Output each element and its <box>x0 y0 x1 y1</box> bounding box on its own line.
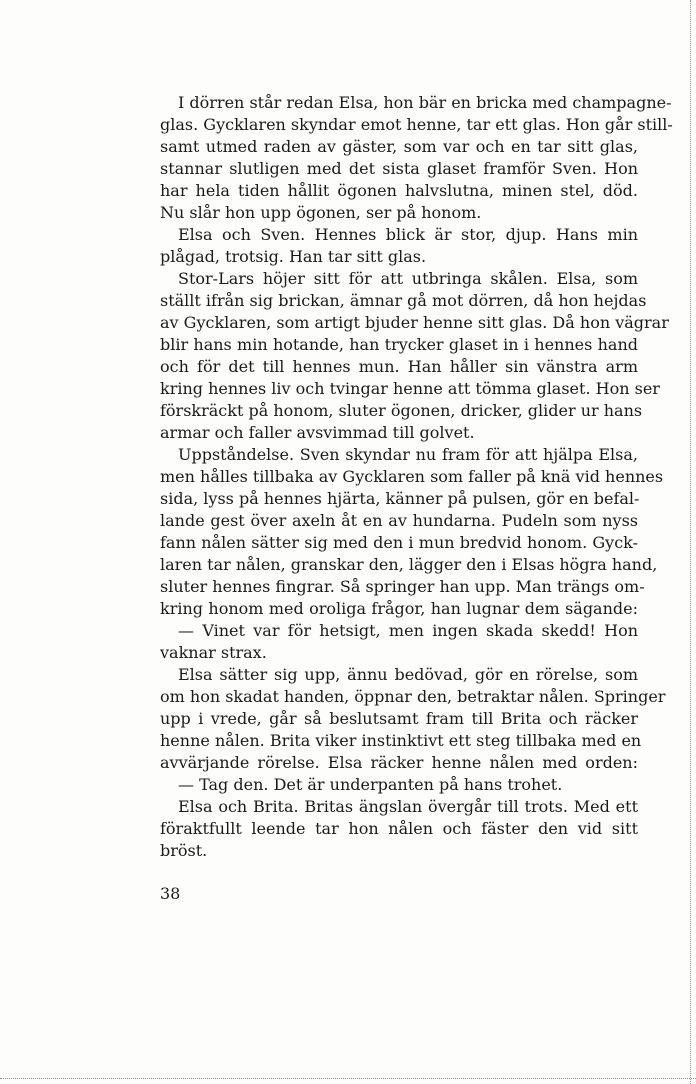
text-line: sida, lyss på hennes hjärta, känner på pulsen, gör en befal- <box>160 489 640 508</box>
paragraph <box>160 224 638 268</box>
scan-edge-right <box>690 0 691 1084</box>
paragraph <box>160 268 669 444</box>
text-line: laren tar nålen, granskar den, lägger den i Elsas högra hand, <box>160 555 658 574</box>
page-number: 38 <box>160 884 181 903</box>
text-line: av Gycklaren, som artigt bjuder henne sitt glas. Då hon vägrar <box>160 313 669 332</box>
page-text <box>160 92 673 862</box>
dialogue-paragraph <box>160 774 638 796</box>
text-line: upp i vrede, går så beslutsamt fram till Brita och räcker <box>160 709 638 728</box>
text-line: om hon skadat handen, öppnar den, betraktar nålen. Springer <box>160 687 666 706</box>
paragraph <box>160 796 638 862</box>
text-line: fann nålen sätter sig med den i mun bredvid honom. Gyck- <box>160 533 638 552</box>
text-line: — Tag den. Det är underpanten på hans trohet. <box>178 775 563 794</box>
text-line: Elsa sätter sig upp, ännu bedövad, gör en rörelse, som <box>178 665 638 684</box>
text-line: — Vinet var för hetsigt, men ingen skada skedd! Hon <box>178 621 638 640</box>
text-line: Stor-Lars höjer sitt för att utbringa skålen. Elsa, som <box>178 269 638 288</box>
paragraph <box>160 92 673 224</box>
text-line: förskräckt på honom, sluter ögonen, dricker, glider ur hans <box>160 401 643 420</box>
text-line: plågad, trotsig. Han tar sitt glas. <box>160 247 427 266</box>
text-line: har hela tiden hållit ögonen halvslutna, minen stel, död. <box>160 181 638 200</box>
text-line: blir hans min hotande, han trycker glaset in i hennes hand <box>160 335 638 354</box>
text-line: bröst. <box>160 841 208 860</box>
text-line: sluter hennes fingrar. Så springer han upp. Man trängs om- <box>160 577 645 596</box>
text-line: men hålles tillbaka av Gycklaren som faller på knä vid hennes <box>160 467 664 486</box>
text-line: henne nålen. Brita viker instinktivt ett steg tillbaka med en <box>160 731 642 750</box>
text-line: Nu slår hon upp ögonen, ser på honom. <box>160 203 482 222</box>
text-line: föraktfullt leende tar hon nålen och fäster den vid sitt <box>160 819 638 838</box>
text-line: stannar slutligen med det sista glaset framför Sven. Hon <box>160 159 638 178</box>
text-line: kring honom med oroliga frågor, han lugnar dem sägande: <box>160 599 638 618</box>
text-line: armar och faller avsvimmad till golvet. <box>160 423 475 442</box>
text-line: kring hennes liv och tvingar henne att tömma glaset. Hon ser <box>160 379 660 398</box>
text-line: glas. Gycklaren skyndar emot henne, tar ett glas. Hon går still- <box>160 115 673 134</box>
text-line: och för det till hennes mun. Han håller sin vänstra arm <box>160 357 638 376</box>
paragraph <box>160 664 666 774</box>
text-line: Elsa och Brita. Britas ängslan övergår till trots. Med ett <box>178 797 638 816</box>
text-line: avvärjande rörelse. Elsa räcker henne nålen med orden: <box>160 753 638 772</box>
text-line: Uppståndelse. Sven skyndar nu fram för att hjälpa Elsa, <box>178 445 638 464</box>
dialogue-paragraph <box>160 620 638 664</box>
text-line: Elsa och Sven. Hennes blick är stor, djup. Hans min <box>178 225 638 244</box>
paragraph <box>160 444 664 620</box>
text-line: I dörren står redan Elsa, hon bär en bricka med champagne- <box>178 93 672 112</box>
text-line: lande gest över axeln åt en av hundarna. Pudeln som nyss <box>160 511 638 530</box>
text-line: ställt ifrån sig brickan, ämnar gå mot dörren, då hon hejdas <box>160 291 647 310</box>
text-line: vaknar strax. <box>160 643 267 662</box>
text-line: samt utmed raden av gäster, som var och en tar sitt glas, <box>160 137 638 156</box>
scan-edge-bottom <box>0 1078 696 1079</box>
